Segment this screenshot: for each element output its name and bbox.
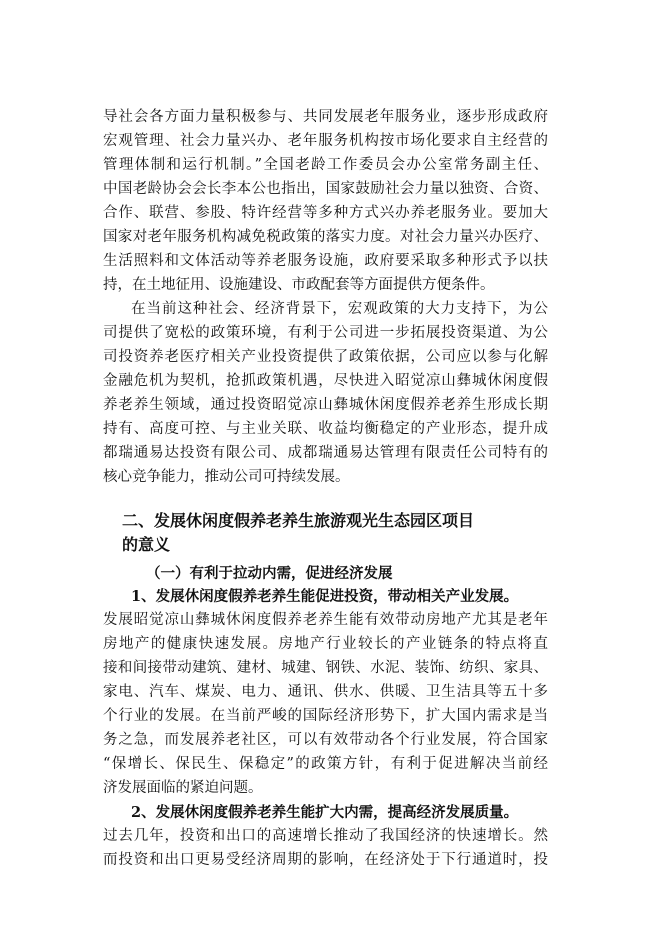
text-line: 家电、汽车、煤炭、电力、通讯、供水、供暖、卫生洁具等五十多	[103, 684, 548, 700]
text-line: “保增长、保民生、保稳定”的政策方针，有利于促进解决当前经	[103, 756, 548, 772]
text-line: 司提供了宽松的政策环境，有利于公司进一步拓展投资渠道、为公	[103, 325, 548, 341]
point-1-title: 1、发展休闲度假养老养生能促进投资，带动相关产业发展。	[131, 588, 519, 605]
text-line: 合作、联营、参股、特许经营等多种方式兴办养老服务业。要加大	[103, 205, 548, 221]
text-line: 发展昭觉凉山彝城休闲度假养老养生能有效带动房地产尤其是老年	[103, 612, 548, 628]
text-line: 国家对老年服务机构减免税政策的落实力度。对社会力量兴办医疗、	[103, 229, 548, 245]
text-line: 务之急，而发展养老社区，可以有效带动各个行业发展，符合国家	[103, 732, 548, 748]
text-line: 宏观管理、社会力量兴办、老年服务机构按市场化要求自主经营的	[103, 133, 548, 149]
text-line: 中国老龄协会会长李本公也指出，国家鼓励社会力量以独资、合资、	[103, 181, 548, 197]
section-heading-line: 的意义	[122, 535, 171, 554]
text-line: 接和间接带动建筑、建材、城建、钢铁、水泥、装饰、纺织、家具、	[103, 660, 548, 676]
text-line: 个行业的发展。在当前严峻的国际经济形势下，扩大国内需求是当	[103, 708, 548, 724]
text-line: 房地产的健康快速发展。房地产行业较长的产业链条的特点将直	[103, 636, 548, 652]
text-line: 都瑞通易达投资有限公司、成都瑞通易达管理有限责任公司特有的	[103, 445, 548, 461]
section-heading-line: 二、发展休闲度假养老养生旅游观光生态园区项目	[122, 511, 475, 530]
text-line: 司投资养老医疗相关产业投资提供了政策依据，公司应以参与化解	[103, 349, 548, 365]
subsection-heading: （一）有利于拉动内需，促进经济发展	[146, 565, 393, 582]
text-line: 而投资和出口更易受经济周期的影响，在经济处于下行通道时，投	[103, 852, 548, 868]
text-line: 养老养生领域，通过投资昭觉凉山彝城休闲度假养老养生形成长期	[103, 397, 548, 413]
text-line: 导社会各方面力量积极参与、共同发展老年服务业，逐步形成政府	[103, 109, 548, 125]
text-line: 金融危机为契机，抢抓政策机遇，尽快进入昭觉凉山彝城休闲度假	[103, 373, 548, 389]
text-line: 过去几年，投资和出口的高速增长推动了我国经济的快速增长。然	[103, 828, 548, 844]
text-line: 在当前这种社会、经济背景下，宏观政策的大力支持下，为公	[131, 301, 548, 317]
text-line: 生活照料和文体活动等养老服务设施，政府要采取多种形式予以扶	[103, 253, 548, 269]
text-line: 持，在土地征用、设施建设、市政配套等方面提供方便条件。	[103, 277, 495, 293]
text-line: 核心竞争能力，推动公司可持续发展。	[103, 469, 350, 485]
text-line: 济发展面临的紧迫问题。	[103, 780, 263, 796]
point-2-title: 2、发展休闲度假养老养生能扩大内需，提高经济发展质量。	[131, 804, 519, 821]
text-line: 持有、高度可控、与主业关联、收益均衡稳定的产业形态，提升成	[103, 421, 548, 437]
text-line: 管理体制和运行机制。”全国老龄工作委员会办公室常务副主任、	[103, 157, 548, 173]
